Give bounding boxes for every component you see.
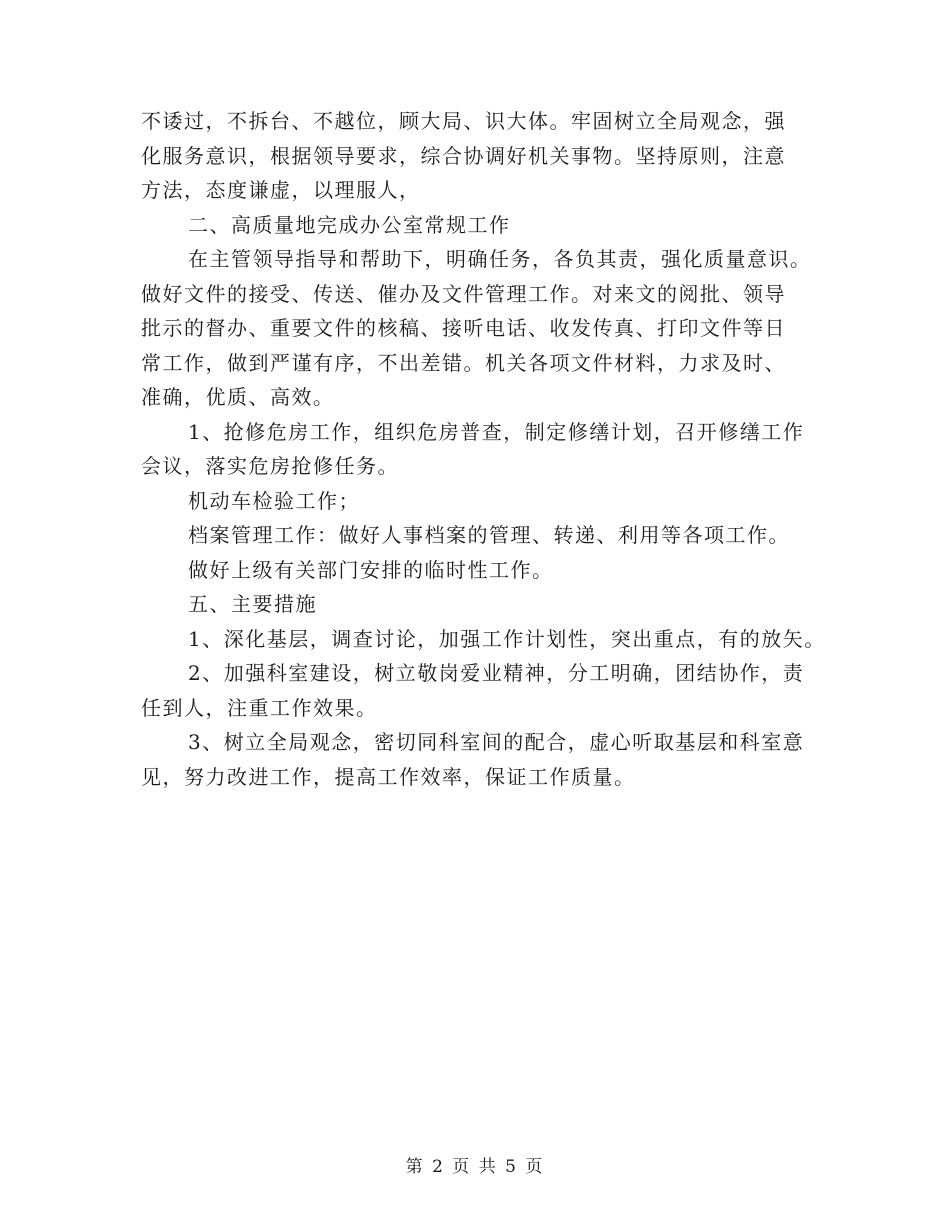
text-line: 五、主要措施 bbox=[188, 592, 317, 616]
text-line: 化服务意识，根据领导要求，综合协调好机关事物。坚持原则，注意 bbox=[141, 143, 786, 168]
text-line: 二、高质量地完成办公室常规工作 bbox=[188, 212, 511, 237]
text-line: 不诿过，不拆台、不越位，顾大局、识大体。牢固树立全局观念，强 bbox=[141, 109, 786, 133]
text-line: 任到人，注重工作效果。 bbox=[141, 695, 378, 720]
text-line: 2、加强科室建设，树立敬岗爱业精神，分工明确，团结协作，责 bbox=[188, 661, 805, 685]
text-line: 批示的督办、重要文件的核稿、接听电话、收发传真、打印文件等日 bbox=[141, 316, 786, 340]
document-body bbox=[141, 104, 826, 794]
text-line: 常工作，做到严谨有序，不出差错。机关各项文件材料，力求及时、 bbox=[141, 350, 786, 375]
text-line: 在主管领导指导和帮助下，明确任务，各负其责，强化质量意识。 bbox=[188, 247, 812, 271]
text-line: 见，努力改进工作，提高工作效率，保证工作质量。 bbox=[141, 764, 636, 789]
text-line: 1、抢修危房工作，组织危房普查，制定修缮计划，召开修缮工作 bbox=[188, 419, 805, 444]
text-line: 做好文件的接受、传送、催办及文件管理工作。对来文的阅批、领导 bbox=[141, 281, 786, 306]
text-line: 1、深化基层，调查讨论，加强工作计划性，突出重点，有的放矢。 bbox=[188, 626, 826, 651]
page-number-footer: 第 2 页 共 5 页 bbox=[405, 1157, 545, 1177]
text-line: 档案管理工作：做好人事档案的管理、转递、利用等各项工作。 bbox=[188, 523, 790, 547]
text-line: 3、树立全局观念，密切同科室间的配合，虚心听取基层和科室意 bbox=[188, 730, 805, 754]
text-line: 方法，态度谦虚，以理服人， bbox=[141, 178, 421, 202]
text-line: 会议，落实危房抢修任务。 bbox=[141, 454, 399, 478]
text-line: 机动车检验工作； bbox=[188, 488, 360, 513]
text-line: 做好上级有关部门安排的临时性工作。 bbox=[188, 557, 554, 582]
text-line: 准确，优质、高效。 bbox=[141, 385, 335, 409]
